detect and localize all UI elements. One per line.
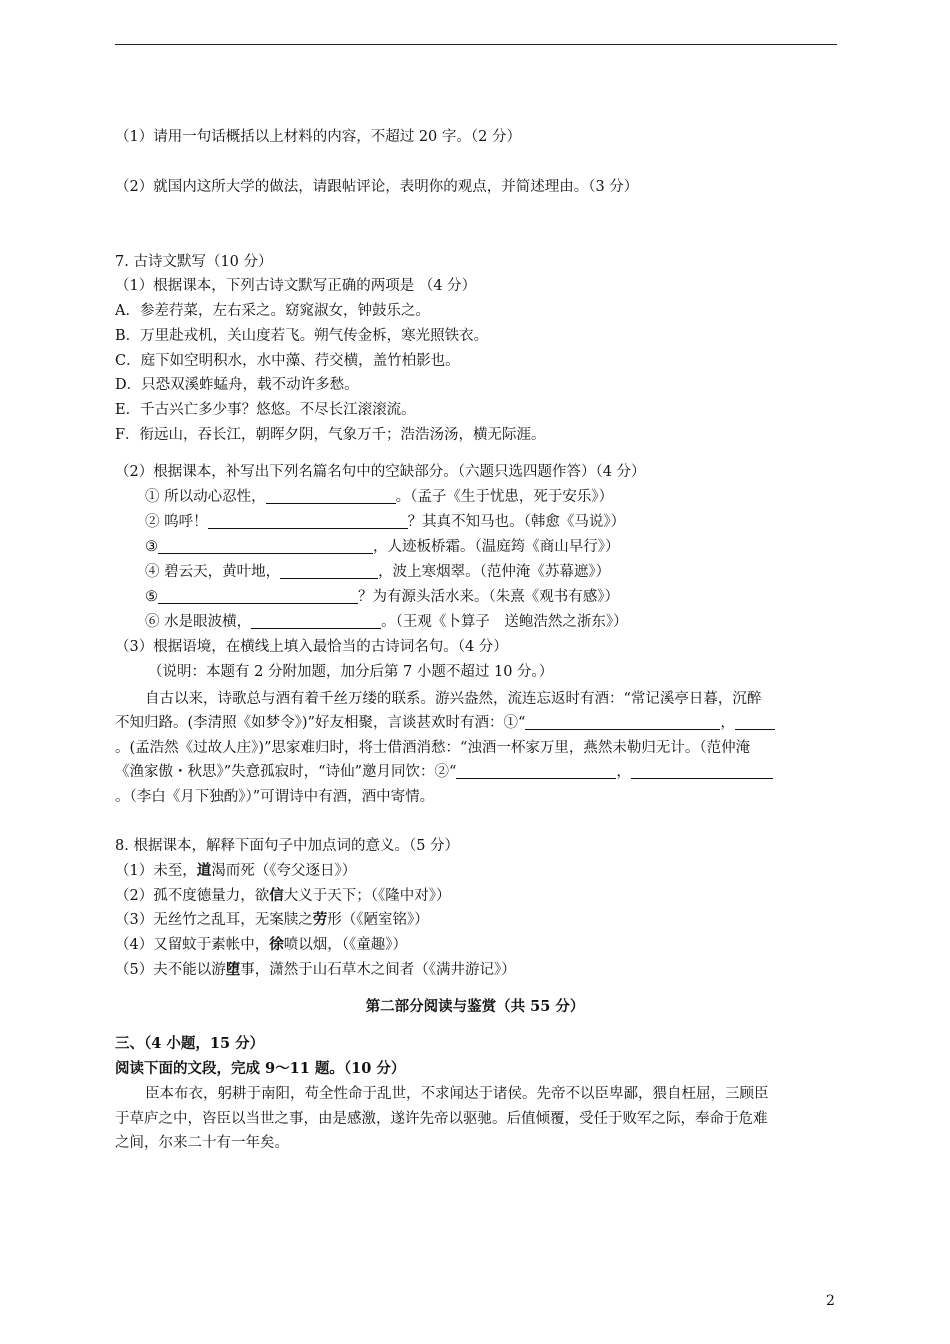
- passage-line-1: 臣本布衣，躬耕于南阳，苟全性命于乱世，不求闻达于诸侯。先帝不以臣卑鄙，猥自枉屈，三顾臣: [145, 1086, 769, 1102]
- fill-line-4: ④ 碧云天，黄叶地， ，波上寒烟翠。（范仲淹《苏幕遮》）: [145, 564, 611, 580]
- q7-option-b: B．万里赴戎机，关山度若飞。朔气传金柝，寒光照铁衣。: [115, 328, 489, 344]
- header-rule: [115, 44, 837, 45]
- q8-item-5: （5）夫不能以游堕事，潇然于山石草木之间者（《满井游记》）: [115, 961, 516, 978]
- context-para-line-5: 。（李白《月下独酌》）”可谓诗中有酒，酒中寄情。: [115, 789, 435, 805]
- answer-blank[interactable]: [266, 488, 396, 504]
- q7-option-a: A．参差荇菜，左右采之。窈窕淑女，钟鼓乐之。: [115, 303, 430, 319]
- dotted-word: 信: [269, 887, 284, 904]
- q7-sub3: （3）根据语境，在横线上填入最恰当的古诗词名句。（4 分）: [115, 639, 508, 655]
- q7-option-c: C．庭下如空明积水，水中藻、荇交横，盖竹柏影也。: [115, 353, 460, 369]
- fill-line-1: ① 所以动心忍性， 。（孟子《生于忧患，死于安乐》）: [145, 489, 614, 505]
- q8-item-2: （2）孤不度德量力，欲信大义于天下；（《隆中对》）: [115, 887, 451, 904]
- section-3-heading: 三、（4 小题，15 分）: [115, 1035, 265, 1052]
- q7-sub2: （2）根据课本，补写出下列名篇名句中的空缺部分。（六题只选四题作答）（4 分）: [115, 464, 646, 480]
- q7-option-e: E．千古兴亡多少事？悠悠。不尽长江滚滚流。: [115, 402, 416, 418]
- q8-item-4: （4）又留蚊于素帐中，徐喷以烟，（《童趣》）: [115, 936, 407, 953]
- page-number: 2: [826, 1293, 835, 1309]
- fill-line-2: ② 呜呼！ ？其真不知马也。（韩愈《马说》）: [145, 514, 626, 530]
- q8-item-3: （3）无丝竹之乱耳，无案牍之劳形（《陋室铭》）: [115, 911, 429, 928]
- answer-blank[interactable]: [158, 538, 373, 554]
- q7-note: （说明：本题有 2 分附加题，加分后第 7 小题不超过 10 分。）: [148, 664, 554, 680]
- reading-instruction: 阅读下面的文段，完成 9～11 题。（10 分）: [115, 1060, 406, 1077]
- q7-sub1: （1）根据课本，下列古诗文默写正确的两项是 （4 分）: [115, 278, 477, 294]
- passage-line-2: 于草庐之中，咨臣以当世之事，由是感激，遂许先帝以驱驰。后值倾覆，受任于败军之际，奉命于危难: [115, 1111, 768, 1127]
- dotted-word: 道: [196, 862, 212, 879]
- q7-option-d: D．只恐双溪蚱蜢舟，载不动许多愁。: [115, 377, 359, 393]
- q8-title: 8. 根据课本，解释下面句子中加点词的意义。（5 分）: [115, 838, 460, 854]
- dotted-word: 徐: [269, 936, 284, 953]
- q7-title: 7. 古诗文默写（10 分）: [115, 254, 273, 270]
- dotted-word: 劳: [312, 911, 328, 928]
- context-para-line-1: 自古以来，诗歌总与酒有着千丝万缕的联系。游兴盎然，流连忘返时有酒：“常记溪亭日暮，沉醉: [145, 691, 762, 707]
- context-para-line-4: 《渔家傲・秋思》”失意孤寂时，“诗仙”邀月同饮：②“ ，: [115, 762, 773, 782]
- context-para-line-2: 不知归路。(李清照《如梦令》)”好友相聚，言谈甚欢时有酒：①“ ，: [115, 713, 775, 733]
- answer-blank[interactable]: [456, 763, 616, 779]
- answer-blank[interactable]: [631, 763, 773, 779]
- context-para-line-3: 。(孟浩然《过故人庄》)”思家难归时，将士借酒消愁：“浊酒一杯家万里，燕然未勒归无计。（范仲淹: [115, 740, 751, 756]
- q7-option-f: F．衔远山，吞长江，朝晖夕阴，气象万千；浩浩汤汤，横无际涯。: [115, 427, 546, 443]
- answer-blank[interactable]: [525, 714, 720, 730]
- q8-item-1: （1）未至，道渴而死（《夸父逐日》）: [115, 862, 357, 879]
- fill-line-6: ⑥ 水是眼波横， 。（王观《卜算子 送鲍浩然之浙东》）: [145, 614, 628, 630]
- answer-blank[interactable]: [735, 714, 775, 730]
- answer-blank[interactable]: [158, 588, 358, 604]
- answer-blank[interactable]: [280, 563, 378, 579]
- dotted-word: 堕: [225, 961, 241, 978]
- part2-heading: 第二部分阅读与鉴赏（共 55 分）: [365, 998, 585, 1015]
- q6-sub1: （1）请用一句话概括以上材料的内容，不超过 20 字。（2 分）: [115, 129, 521, 145]
- fill-line-5: ⑤ ？为有源头活水来。（朱熹《观书有感》）: [145, 589, 619, 605]
- fill-line-3: ③ ，人迹板桥霜。（温庭筠《商山早行》）: [145, 539, 620, 555]
- passage-line-3: 之间，尔来二十有一年矣。: [115, 1135, 289, 1151]
- answer-blank[interactable]: [251, 613, 381, 629]
- answer-blank[interactable]: [208, 513, 408, 529]
- q6-sub2: （2）就国内这所大学的做法，请跟帖评论，表明你的观点，并简述理由。（3 分）: [115, 179, 639, 195]
